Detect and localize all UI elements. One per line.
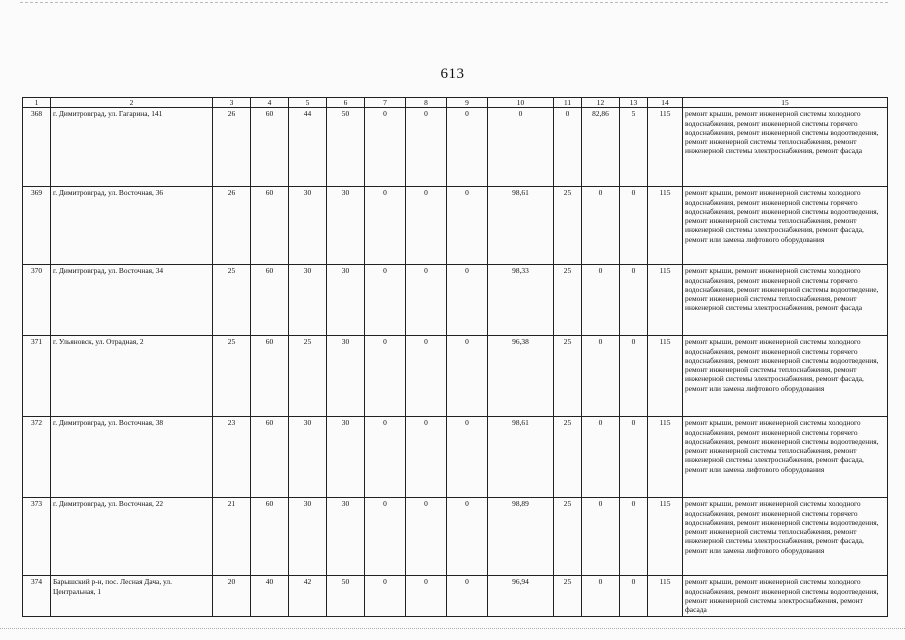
cell-col-4: 60 <box>251 187 289 265</box>
cell-col-7: 0 <box>365 417 406 498</box>
cell-col-3: 26 <box>213 187 251 265</box>
cell-col-8: 0 <box>406 265 447 336</box>
cell-col-14: 115 <box>648 417 683 498</box>
cell-col-3: 20 <box>213 576 251 617</box>
cell-col-8: 0 <box>406 108 447 187</box>
cell-col-12: 0 <box>582 265 620 336</box>
table-row <box>23 336 888 417</box>
cell-col-10: 98,61 <box>488 187 554 265</box>
cell-col-11: 25 <box>554 498 582 576</box>
cell-col-12: 0 <box>582 417 620 498</box>
cell-col-11: 25 <box>554 336 582 417</box>
cell-col-6: 50 <box>327 108 365 187</box>
column-number-row <box>23 98 888 108</box>
cell-col-4: 40 <box>251 576 289 617</box>
cell-col-6: 30 <box>327 498 365 576</box>
cell-col-12: 0 <box>582 336 620 417</box>
cell-col-6: 50 <box>327 576 365 617</box>
column-number: 10 <box>488 98 554 108</box>
cell-col-9: 0 <box>447 336 488 417</box>
cell-col-7: 0 <box>365 498 406 576</box>
repair-works: ремонт крыши, ремонт инженерной системы холодного водоснабжения, ремонт инженерной системы горячего водоснабжения, ремонт инженерной системы водоотведения, ремонт инженерной системы теплоснабжения, ремонт инженерной системы электроснабжения, ремонт фасада, ремонт или замена лифтового оборудования <box>683 417 888 498</box>
cell-col-10: 96,38 <box>488 336 554 417</box>
row-number: 373 <box>23 498 51 576</box>
cell-col-6: 30 <box>327 417 365 498</box>
cell-col-4: 60 <box>251 336 289 417</box>
cell-col-3: 23 <box>213 417 251 498</box>
cell-col-9: 0 <box>447 108 488 187</box>
column-number: 8 <box>406 98 447 108</box>
cell-col-4: 60 <box>251 108 289 187</box>
cell-col-6: 30 <box>327 265 365 336</box>
column-number: 4 <box>251 98 289 108</box>
cell-col-3: 25 <box>213 336 251 417</box>
table-row <box>23 498 888 576</box>
cell-col-8: 0 <box>406 576 447 617</box>
cell-col-13: 0 <box>620 187 648 265</box>
cell-col-12: 82,86 <box>582 108 620 187</box>
table-row <box>23 417 888 498</box>
row-number: 371 <box>23 336 51 417</box>
top-page-edge <box>20 2 888 3</box>
address: г. Димитровград, ул. Восточная, 22 <box>51 498 213 576</box>
cell-col-11: 25 <box>554 417 582 498</box>
table-row <box>23 108 888 187</box>
cell-col-14: 115 <box>648 265 683 336</box>
cell-col-5: 25 <box>289 336 327 417</box>
cell-col-10: 98,33 <box>488 265 554 336</box>
cell-col-13: 0 <box>620 336 648 417</box>
repair-works: ремонт крыши, ремонт инженерной системы холодного водоснабжения, ремонт инженерной системы горячего водоснабжения, ремонт инженерной системы водоотведения, ремонт инженерной системы теплоснабжения, ремонт инженерной системы электроснабжения, ремонт фасада <box>683 108 888 187</box>
cell-col-10: 96,94 <box>488 576 554 617</box>
row-number: 369 <box>23 187 51 265</box>
cell-col-13: 5 <box>620 108 648 187</box>
table-row <box>23 187 888 265</box>
cell-col-4: 60 <box>251 417 289 498</box>
column-number: 2 <box>51 98 213 108</box>
address: г. Димитровград, ул. Восточная, 34 <box>51 265 213 336</box>
repair-works: ремонт крыши, ремонт инженерной системы холодного водоснабжения, ремонт инженерной системы горячего водоснабжения, ремонт инженерной системы водоотведение, ремонт инженерной системы теплоснабжения, ремонт инженерной системы электроснабжения, ремонт фасада <box>683 265 888 336</box>
column-number: 14 <box>648 98 683 108</box>
cell-col-9: 0 <box>447 498 488 576</box>
column-number: 1 <box>23 98 51 108</box>
cell-col-5: 44 <box>289 108 327 187</box>
column-number: 11 <box>554 98 582 108</box>
cell-col-6: 30 <box>327 336 365 417</box>
row-number: 372 <box>23 417 51 498</box>
cell-col-7: 0 <box>365 187 406 265</box>
cell-col-14: 115 <box>648 576 683 617</box>
column-number: 13 <box>620 98 648 108</box>
cell-col-11: 25 <box>554 265 582 336</box>
table-row <box>23 265 888 336</box>
cell-col-12: 0 <box>582 187 620 265</box>
repair-works: ремонт крыши, ремонт инженерной системы холодного водоснабжения, ремонт инженерной системы горячего водоснабжения, ремонт инженерной системы водоотведения, ремонт инженерной системы теплоснабжения, ремонт инженерной системы электроснабжения, ремонт фасада, ремонт или замена лифтового оборудования <box>683 336 888 417</box>
cell-col-13: 0 <box>620 265 648 336</box>
column-number: 9 <box>447 98 488 108</box>
address: г. Димитровград, ул. Восточная, 38 <box>51 417 213 498</box>
cell-col-11: 0 <box>554 108 582 187</box>
cell-col-14: 115 <box>648 108 683 187</box>
address: г. Димитровград, ул. Восточная, 36 <box>51 187 213 265</box>
cell-col-3: 25 <box>213 265 251 336</box>
cell-col-10: 98,61 <box>488 417 554 498</box>
column-number: 15 <box>683 98 888 108</box>
cell-col-12: 0 <box>582 498 620 576</box>
cell-col-13: 0 <box>620 576 648 617</box>
cell-col-4: 60 <box>251 265 289 336</box>
cell-col-7: 0 <box>365 265 406 336</box>
row-number: 374 <box>23 576 51 617</box>
repair-works: ремонт крыши, ремонт инженерной системы холодного водоснабжения, ремонт инженерной системы водоотведения, ремонт инженерной системы электроснабжения, ремонт фасада <box>683 576 888 617</box>
cell-col-4: 60 <box>251 498 289 576</box>
cell-col-9: 0 <box>447 417 488 498</box>
row-number: 368 <box>23 108 51 187</box>
repair-works: ремонт крыши, ремонт инженерной системы холодного водоснабжения, ремонт инженерной системы горячего водоснабжения, ремонт инженерной системы водоотведения, ремонт инженерной системы теплоснабжения, ремонт инженерной системы электроснабжения, ремонт фасада, ремонт или замена лифтового оборудования <box>683 187 888 265</box>
cell-col-8: 0 <box>406 187 447 265</box>
address: г. Димитровград, ул. Гагарина, 141 <box>51 108 213 187</box>
cell-col-5: 30 <box>289 417 327 498</box>
cell-col-6: 30 <box>327 187 365 265</box>
cell-col-8: 0 <box>406 336 447 417</box>
cell-col-7: 0 <box>365 108 406 187</box>
cell-col-14: 115 <box>648 187 683 265</box>
column-number: 12 <box>582 98 620 108</box>
page-number: 613 <box>440 66 465 82</box>
cell-col-10: 98,89 <box>488 498 554 576</box>
cell-col-14: 115 <box>648 336 683 417</box>
column-number: 5 <box>289 98 327 108</box>
repair-works: ремонт крыши, ремонт инженерной системы холодного водоснабжения, ремонт инженерной системы горячего водоснабжения, ремонт инженерной системы водоотведения, ремонт инженерной системы теплоснабжения, ремонт инженерной системы электроснабжения, ремонт фасада, ремонт или замена лифтового оборудования <box>683 498 888 576</box>
address: Барышский р-н, пос. Лесная Дача, ул. Центральная, 1 <box>51 576 213 617</box>
row-number: 370 <box>23 265 51 336</box>
cell-col-14: 115 <box>648 498 683 576</box>
cell-col-5: 30 <box>289 187 327 265</box>
cell-col-11: 25 <box>554 187 582 265</box>
cell-col-3: 21 <box>213 498 251 576</box>
cell-col-11: 25 <box>554 576 582 617</box>
cell-col-5: 42 <box>289 576 327 617</box>
column-number: 7 <box>365 98 406 108</box>
cell-col-8: 0 <box>406 498 447 576</box>
repair-program-table <box>22 97 888 617</box>
cell-col-9: 0 <box>447 187 488 265</box>
cell-col-12: 0 <box>582 576 620 617</box>
cell-col-8: 0 <box>406 417 447 498</box>
column-number: 6 <box>327 98 365 108</box>
cell-col-13: 0 <box>620 498 648 576</box>
cell-col-7: 0 <box>365 336 406 417</box>
address: г. Ульяновск, ул. Отрадная, 2 <box>51 336 213 417</box>
column-number: 3 <box>213 98 251 108</box>
cell-col-5: 30 <box>289 265 327 336</box>
cell-col-3: 26 <box>213 108 251 187</box>
cell-col-9: 0 <box>447 265 488 336</box>
cell-col-13: 0 <box>620 417 648 498</box>
cell-col-10: 0 <box>488 108 554 187</box>
table-row <box>23 576 888 617</box>
bottom-page-edge <box>0 628 905 629</box>
cell-col-9: 0 <box>447 576 488 617</box>
cell-col-7: 0 <box>365 576 406 617</box>
cell-col-5: 30 <box>289 498 327 576</box>
